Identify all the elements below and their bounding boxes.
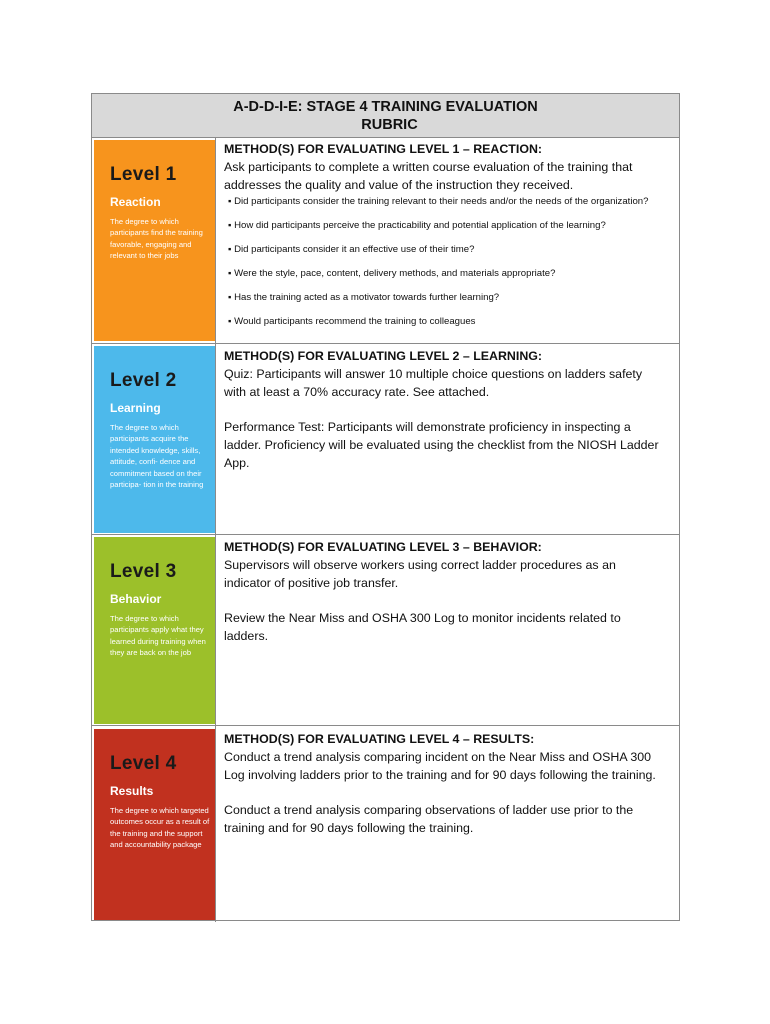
level-1-tile	[94, 140, 215, 341]
level-2-performance-test: Performance Test: Participants will demonstrate proficiency in inspecting a ladder. Proficiency will be evaluated using the checklist from the NIOSH Ladder App.	[224, 420, 659, 470]
level-2-tile-description: The degree to which participants acquire the intended knowledge, skills, attitude, confi- dence and commitment based on their participa- tion in the training	[110, 423, 204, 490]
level-1-description: Ask participants to complete a written course evaluation of the training that addresses the quality and value of the instruction they received.	[224, 160, 633, 192]
level-3-tile-title: Level 3	[110, 561, 177, 582]
bullet-item: ▪ How did participants perceive the practicability and potential application of the learning?	[228, 220, 606, 231]
level-4-tile-title: Level 4	[110, 753, 177, 774]
level-4-tile-subtitle: Results	[110, 784, 154, 798]
level-2-tile	[94, 346, 215, 533]
level-1-row	[92, 138, 679, 343]
level-1-bullet-list	[224, 196, 664, 328]
bullet-item: ▪ Did participants consider the training relevant to their needs and/or the needs of the organization?	[228, 196, 649, 207]
level-3-tile	[94, 537, 215, 724]
level-3-observation: Supervisors will observe workers using correct ladder procedures as an indicator of positive job transfer.	[224, 558, 616, 590]
bullet-item: ▪ Would participants recommend the training to colleagues	[228, 316, 476, 327]
level-2-row	[92, 343, 679, 534]
level-4-row	[92, 725, 679, 922]
level-3-tile-subtitle: Behavior	[110, 592, 162, 606]
level-2-quiz: Quiz: Participants will answer 10 multiple choice questions on ladders safety with at least a 70% accuracy rate. See attached.	[224, 367, 643, 399]
level-2-method-title: METHOD(S) FOR EVALUATING LEVEL 2 – LEARNING:	[224, 349, 543, 363]
level-4-observation-analysis: Conduct a trend analysis comparing observations of ladder use prior to the training and for 90 days following the training.	[224, 803, 634, 835]
rubric-title: A-D-D-I-E: STAGE 4 TRAINING EVALUATION	[233, 99, 538, 115]
level-1-tile-subtitle: Reaction	[110, 195, 161, 209]
level-3-method-title: METHOD(S) FOR EVALUATING LEVEL 3 – BEHAVIOR:	[224, 540, 542, 554]
level-3-log-review: Review the Near Miss and OSHA 300 Log to monitor incidents related to ladders.	[224, 611, 621, 643]
bullet-item: ▪ Were the style, pace, content, delivery methods, and materials appropriate?	[228, 268, 556, 279]
rubric-subtitle: RUBRIC	[361, 117, 418, 133]
rubric-header	[92, 94, 679, 138]
level-1-tile-description: The degree to which participants find the training favorable, engaging and relevant to their jobs	[110, 217, 203, 261]
level-4-content	[224, 730, 664, 837]
level-1-content	[224, 140, 664, 340]
level-4-method-title: METHOD(S) FOR EVALUATING LEVEL 4 – RESULTS:	[224, 732, 535, 746]
level-3-tile-description: The degree to which participants apply what they learned during training when they are back on the job	[110, 614, 206, 658]
level-1-method-title: METHOD(S) FOR EVALUATING LEVEL 1 – REACTION:	[224, 142, 543, 156]
level-3-row	[92, 534, 679, 725]
rubric-document	[91, 93, 680, 921]
level-4-incident-analysis: Conduct a trend analysis comparing incident on the Near Miss and OSHA 300 Log involving ladders prior to the training and for 90 days following the training.	[224, 750, 656, 782]
level-2-tile-subtitle: Learning	[110, 401, 161, 415]
level-1-tile-title: Level 1	[110, 164, 177, 185]
level-2-tile-title: Level 2	[110, 370, 177, 391]
level-2-content	[224, 347, 664, 472]
level-4-tile	[94, 729, 215, 920]
bullet-item: ▪ Has the training acted as a motivator towards further learning?	[228, 292, 500, 303]
level-4-tile-description: The degree to which targeted outcomes occur as a result of the training and the support and accountability package	[110, 806, 210, 850]
level-3-content	[224, 538, 664, 645]
bullet-item: ▪ Did participants consider it an effective use of their time?	[228, 244, 475, 255]
